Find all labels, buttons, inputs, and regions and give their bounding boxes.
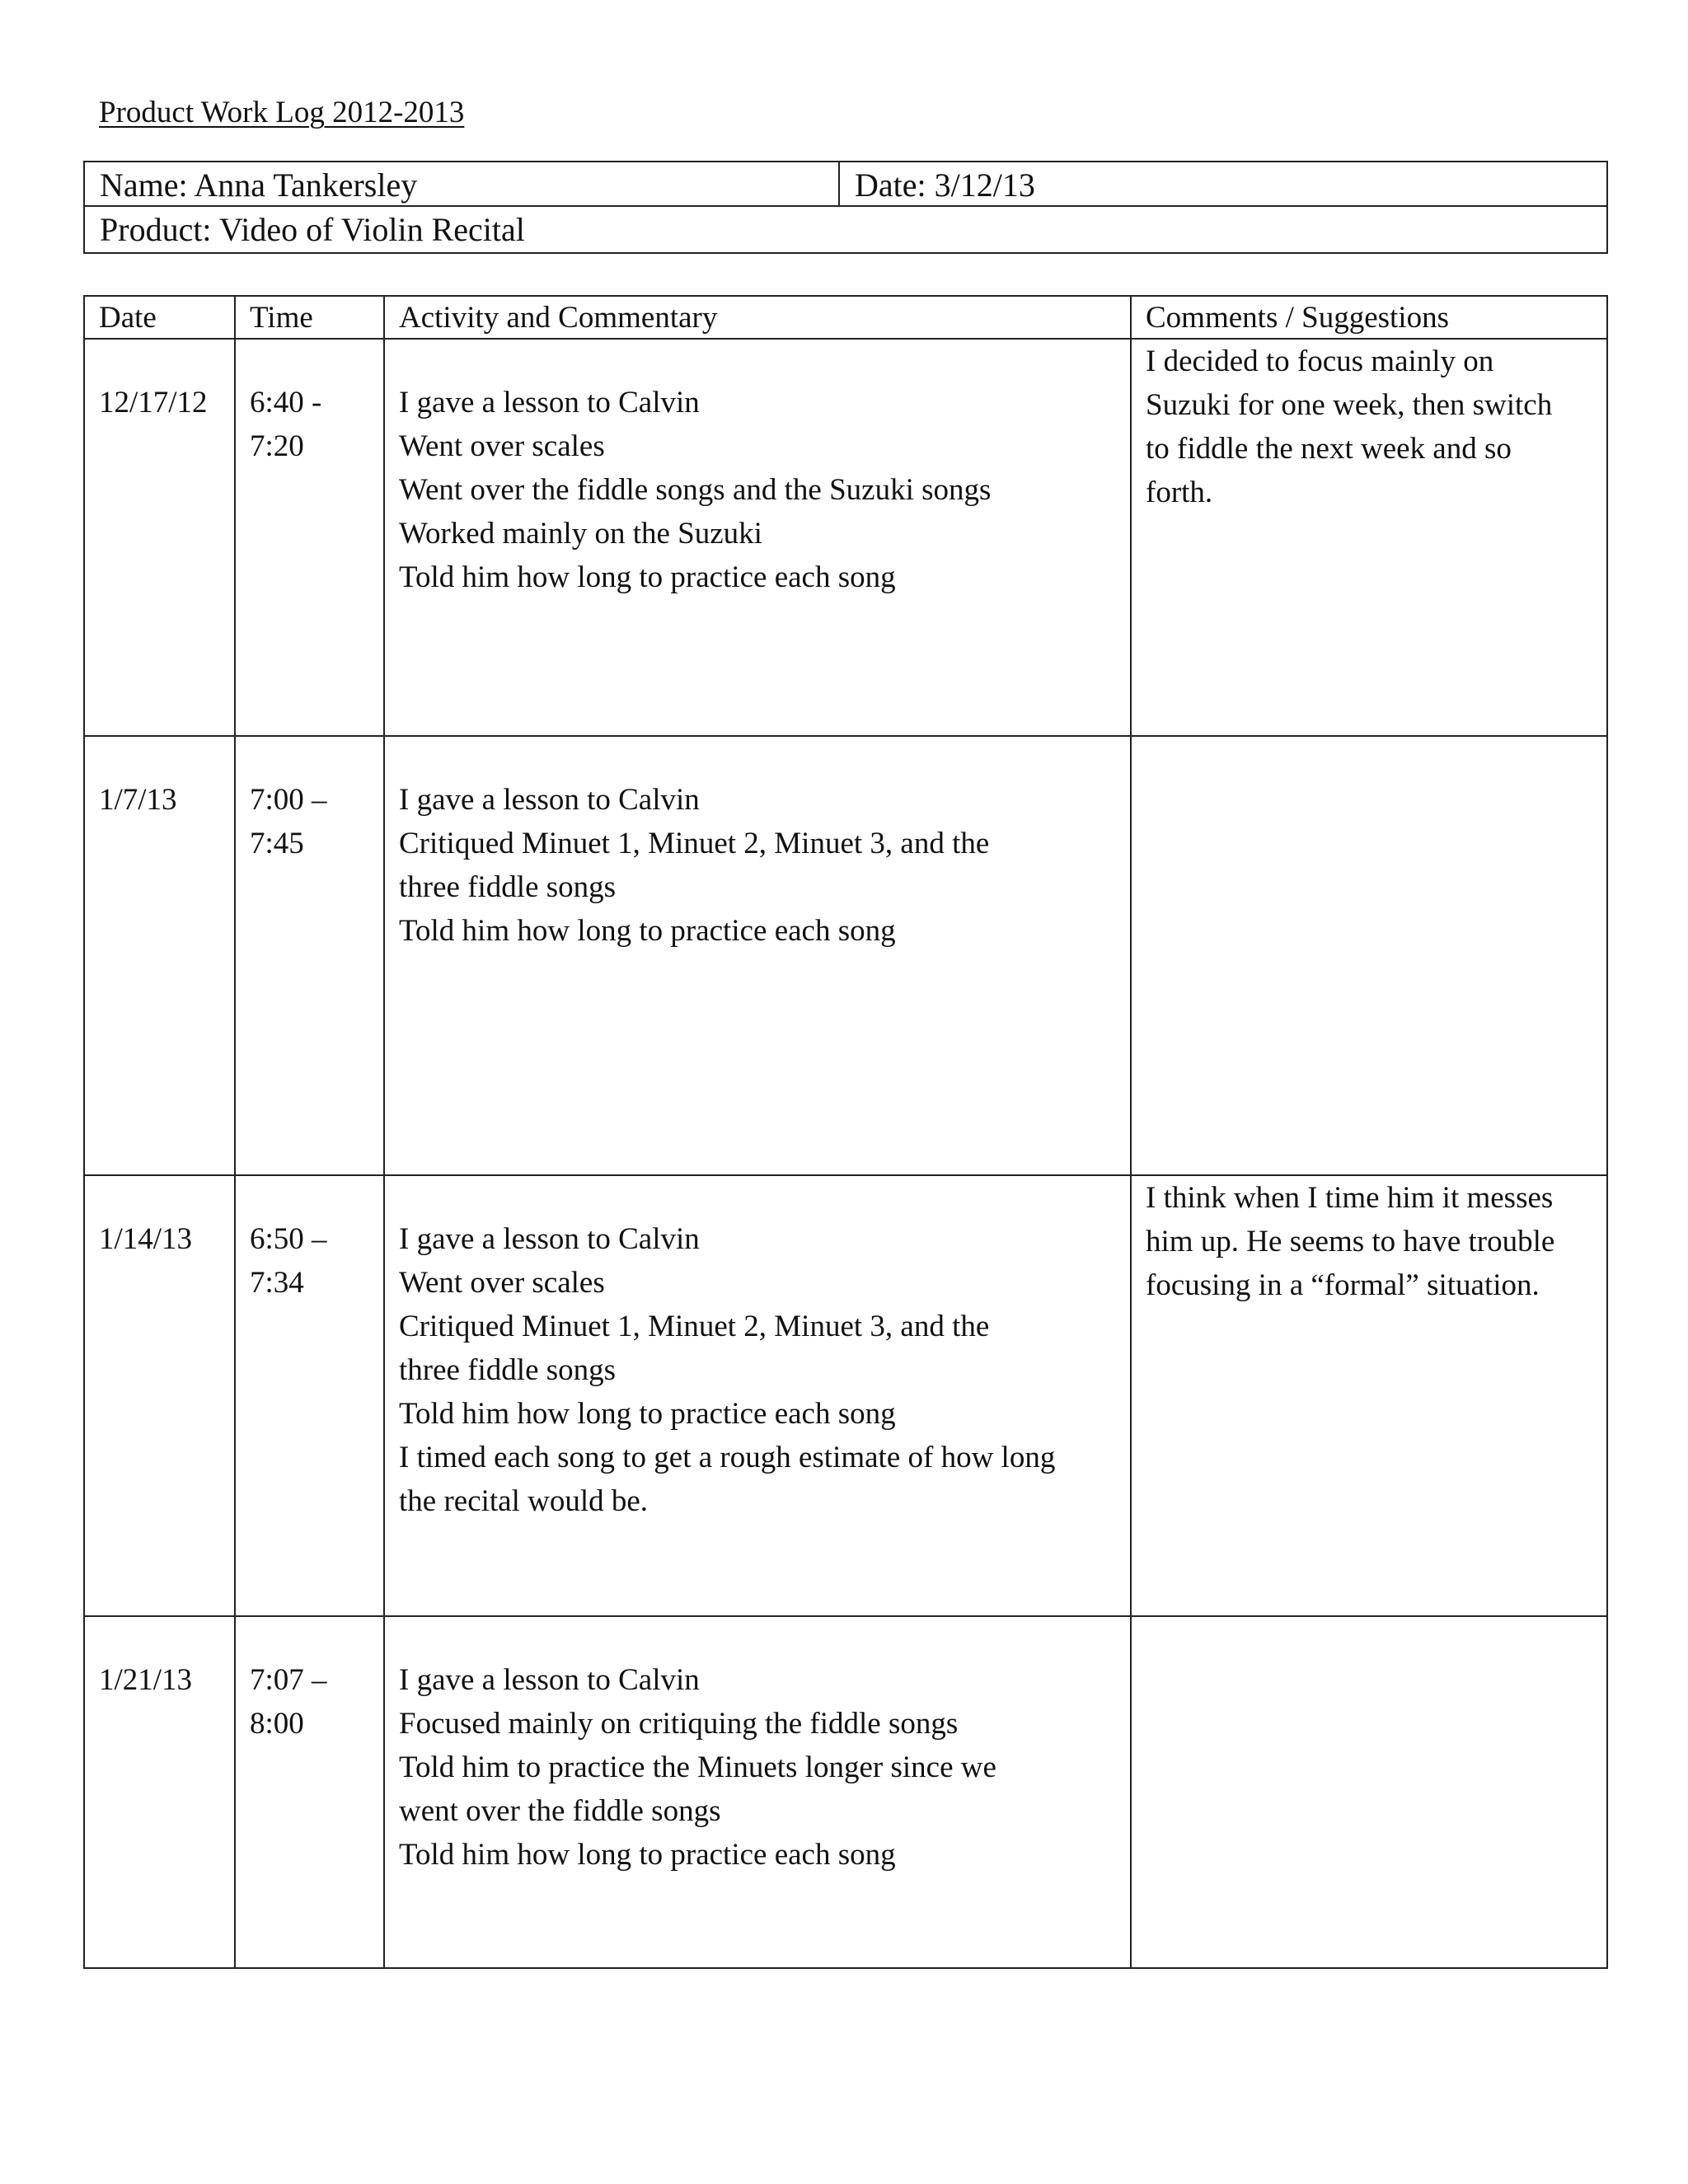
entry-time	[235, 339, 384, 736]
time-end: 7:20	[250, 429, 304, 463]
time-end: 7:34	[250, 1266, 304, 1300]
table-row	[84, 339, 1607, 736]
document-title: Product Work Log 2012-2013	[99, 96, 465, 129]
entry-comments	[1131, 1616, 1607, 1968]
entry-activity	[384, 1175, 1131, 1616]
table-header-row	[84, 296, 1607, 339]
header-time: Time	[235, 296, 384, 339]
activity-line: the recital would be.	[399, 1484, 649, 1518]
entry-comments	[1131, 1175, 1607, 1616]
header-activity: Activity and Commentary	[384, 296, 1131, 339]
header-comments: Comments / Suggestions	[1131, 296, 1607, 339]
activity-line: I timed each song to get a rough estimate of how long	[399, 1441, 1056, 1474]
activity-line: I gave a lesson to Calvin	[399, 783, 700, 817]
time-end: 8:00	[250, 1707, 304, 1741]
table-row	[84, 1175, 1607, 1616]
activity-line: Told him how long to practice each song	[399, 914, 896, 948]
entry-comments	[1131, 339, 1607, 736]
entry-date: 1/14/13	[84, 1175, 235, 1616]
time-start: 7:07 –	[250, 1663, 327, 1697]
activity-line: Told him how long to practice each song	[399, 560, 896, 594]
entry-activity	[384, 339, 1131, 736]
header-date: Date	[84, 296, 235, 339]
entry-comments	[1131, 736, 1607, 1175]
comment-line: I think when I time him it messes	[1146, 1181, 1554, 1215]
name-cell: Name: Anna Tankersley	[84, 162, 839, 206]
comment-line: Suzuki for one week, then switch	[1146, 388, 1553, 422]
activity-line: Focused mainly on critiquing the fiddle songs	[399, 1707, 959, 1741]
entry-activity	[384, 1616, 1131, 1968]
comment-line: him up. He seems to have trouble	[1146, 1225, 1555, 1258]
activity-line: three fiddle songs	[399, 870, 617, 904]
activity-line: Told him how long to practice each song	[399, 1397, 896, 1431]
activity-line: three fiddle songs	[399, 1353, 617, 1387]
entry-date: 1/21/13	[84, 1616, 235, 1968]
activity-line: Critiqued Minuet 1, Minuet 2, Minuet 3, and the	[399, 827, 990, 860]
work-log-table	[83, 295, 1608, 1969]
time-start: 7:00 –	[250, 783, 327, 817]
date-cell: Date: 3/12/13	[839, 162, 1607, 206]
activity-line: Went over scales	[399, 1266, 605, 1300]
comment-line: I decided to focus mainly on	[1146, 344, 1494, 378]
table-row	[84, 736, 1607, 1175]
activity-line: Told him to practice the Minuets longer since we	[399, 1750, 996, 1784]
activity-line: Told him how long to practice each song	[399, 1838, 896, 1872]
activity-line: I gave a lesson to Calvin	[399, 1663, 700, 1697]
comment-line: forth.	[1146, 476, 1213, 509]
product-cell: Product: Video of Violin Recital	[84, 206, 1607, 253]
activity-line: Worked mainly on the Suzuki	[399, 517, 762, 551]
activity-line: I gave a lesson to Calvin	[399, 386, 700, 419]
time-start: 6:40 -	[250, 386, 322, 419]
time-start: 6:50 –	[250, 1222, 327, 1256]
comment-line: to fiddle the next week and so	[1146, 432, 1512, 466]
activity-line: I gave a lesson to Calvin	[399, 1222, 700, 1256]
time-end: 7:45	[250, 827, 304, 860]
activity-line: Went over the fiddle songs and the Suzuki songs	[399, 473, 992, 507]
activity-line: Went over scales	[399, 429, 605, 463]
activity-line: went over the fiddle songs	[399, 1794, 721, 1828]
entry-time	[235, 736, 384, 1175]
entry-time	[235, 1616, 384, 1968]
entry-date: 12/17/12	[84, 339, 235, 736]
entry-activity	[384, 736, 1131, 1175]
entry-time	[235, 1175, 384, 1616]
info-table	[83, 161, 1608, 254]
activity-line: Critiqued Minuet 1, Minuet 2, Minuet 3, and the	[399, 1310, 990, 1343]
comment-line: focusing in a “formal” situation.	[1146, 1268, 1540, 1302]
entry-date: 1/7/13	[84, 736, 235, 1175]
table-row	[84, 1616, 1607, 1968]
